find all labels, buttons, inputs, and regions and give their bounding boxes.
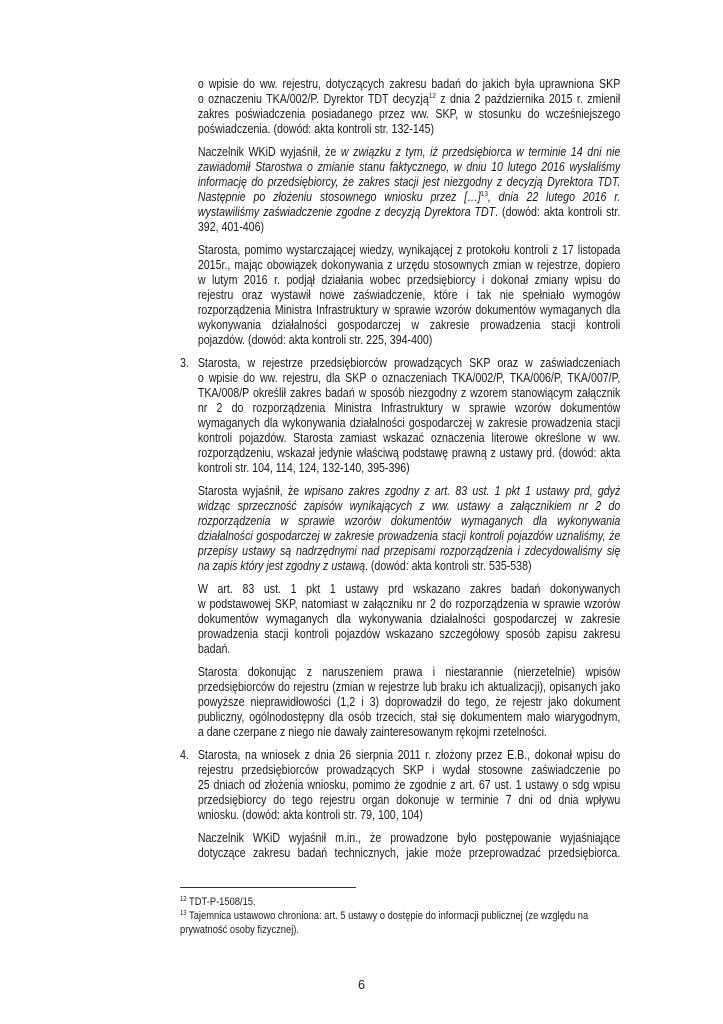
text-line (198, 612, 620, 627)
text: rejestru oraz wystawił nowe zaświadczenie, które i tak nie spełniało wymogów (197, 288, 621, 302)
footnote (180, 923, 631, 937)
text-line (198, 582, 620, 597)
text: z dnia 2 października 2015 r. zmienił (435, 92, 621, 106)
quoted-text: działalności gospodarczej w zakresie prowadzenia stacji kontroli pojazdów uznaliśmy, że (197, 529, 621, 543)
footnote-text: Tajemnica ustawowo chroniona: art. 5 ustawy o dostępie do informacji publicznej (ze względu na (189, 910, 589, 922)
text-line (198, 529, 620, 544)
text-line (198, 808, 620, 823)
text: dokumentów wymaganych dla wykonywania działalności gospodarczej w zakresie (197, 612, 621, 626)
quoted-text: wystawiliśmy zaświadczenie zgodne z decyzją Dyrektora TDT (197, 205, 496, 219)
text-line (198, 627, 620, 642)
page-number: 6 (358, 978, 365, 992)
list-number: 4. (180, 748, 189, 762)
text-line (198, 303, 620, 318)
text-line (198, 484, 620, 499)
paragraph (180, 145, 620, 235)
text-line (198, 778, 620, 793)
text: rozporządzenia Ministra Infrastruktury w sprawie wzorów dokumentów wymaganych dla (197, 303, 621, 317)
paragraph (180, 831, 620, 861)
text-line (198, 145, 620, 160)
footnote-text: TDT-P-1508/15. (189, 896, 256, 908)
quoted-text: przepisy ustawy są nadrzędnymi nad przepisami rozporządzenia i zdecydowaliśmy się (197, 544, 621, 558)
footnote-number: 12 (180, 896, 187, 903)
text: powyższe nieprawidłowości (1,2 i 3) doprowadził do tego, że rejestr jako dokument (197, 695, 621, 709)
text: dotyczące zakresu badań technicznych, jakie może przeprowadzać przedsiębiorca. (197, 846, 621, 860)
text: o wpisie do ww. rejestru, dla SKP o oznaczeniach TKA/002/P, TKA/006/P, TKA/007/P, (197, 371, 621, 385)
text-line (198, 205, 620, 220)
quoted-text: informację do przedsiębiorcy, że zakres stacji jest niezgodny z decyzją Dyrektora TDT. (197, 175, 621, 189)
text-line (198, 333, 620, 348)
text: przedsiębiorcy do tego rejestru organ dokonuje w terminie 7 dni od dnia wpływu (197, 793, 621, 807)
text-line (198, 318, 620, 333)
text: Starosta dokonując z naruszeniem prawa i niestarannie (nierzetelnie) wpisów (197, 665, 621, 679)
text: Naczelnik WKiD wyjaśnił m.in., że prowadzone było postępowanie wyjaśniające (197, 831, 621, 845)
text: o oznaczeniu TKA/002/P. Dyrektor TDT decyzją (197, 92, 429, 106)
footnote-reference: 12 (428, 91, 436, 100)
text: Starosta wyjaśnił, że (197, 484, 305, 498)
text: przedsiębiorców do rejestru (zmian w rejestrze lub braku ich aktualizacji), opisanych jako (197, 680, 621, 694)
text-line (198, 77, 620, 92)
text-line (198, 793, 620, 808)
text-line (198, 288, 620, 303)
text: 392, 401-406) (197, 220, 265, 234)
footnote (180, 895, 631, 909)
text-line (198, 243, 620, 258)
text: a dane czerpane z niego nie dawały zainteresowanym rękojmi rzetelności. (197, 725, 547, 739)
quoted-text: rozporządzenia w sprawie wzorów dokumentów wymaganych dla wykonywania (197, 514, 621, 528)
text: w lutym 2016 r. podjął działania wobec przedsiębiorcy i dokonał zmiany wpisu do (197, 273, 621, 287)
text: wykonywania działalności gospodarczej w zakresie prowadzenia stacji kontroli (197, 318, 621, 332)
footnote-separator (180, 887, 356, 888)
text-line (198, 386, 620, 401)
text: poświadczenia. (dowód: akta kontroli str. 132-145) (197, 122, 435, 136)
text: badań. (197, 642, 231, 656)
text: pojazdów. (dowód: akta kontroli str. 225, 394-400) (197, 333, 433, 347)
text-line (198, 665, 620, 680)
text: o wpisie do ww. rejestru, dotyczących zakresu badań do jakich była uprawniona SKP (197, 77, 621, 91)
footnote-number: 13 (180, 910, 187, 917)
text: 25 dniach od złożenia wniosku, pomimo że zgodnie z art. 67 ust. 1 ustawy o sdg wpisu (197, 778, 621, 792)
text-line (198, 725, 620, 740)
text-line (198, 107, 620, 122)
paragraph (180, 243, 620, 348)
text-line (198, 258, 620, 273)
text-line (198, 446, 620, 461)
text-line (198, 831, 620, 846)
text: Naczelnik WKiD wyjaśnił, że (197, 145, 341, 159)
text-line (198, 710, 620, 725)
paragraph (180, 665, 620, 740)
list-number: 3. (180, 356, 189, 370)
text-line (198, 514, 620, 529)
text-line (198, 92, 620, 107)
text: Starosta, na wniosek z dnia 26 sierpnia 2011 r. złożony przez E.B., dokonał wpisu do (197, 748, 621, 762)
text: TKA/008/P określił zakres badań w sposób niezgodny z wzorem stanowiącym załącznik (197, 386, 621, 400)
text: W art. 83 ust. 1 pkt 1 ustawy prd wskazano zakres badań dokonywanych (197, 582, 621, 596)
text-line (198, 122, 620, 137)
text-line (198, 416, 620, 431)
text-line (198, 190, 620, 205)
quoted-text: Następnie po złożeniu stosownego wniosku przez […] (197, 190, 481, 204)
paragraph (180, 582, 620, 657)
text: kontroli str. 104, 114, 124, 132-140, 395-396) (197, 461, 410, 475)
text-line (198, 273, 620, 288)
text: Starosta, pomimo wystarczającej wiedzy, wynikającej z protokołu kontroli z 17 listopada (197, 243, 621, 257)
quoted-text: na zapis który jest zgodny z ustawą (197, 559, 365, 573)
text-line (198, 499, 620, 514)
text: w podstawowej SKP, natomiast w załączniku nr 2 do rozporządzenia w sprawie wzorów (197, 597, 621, 611)
quoted-text: , dnia 22 lutego 2016 r. (487, 190, 621, 204)
text: rozporządzeniu, wskazał jedynie właściwą podstawę prawną z ustawy prd. (dowód: akta (197, 446, 621, 460)
text-line (198, 763, 620, 778)
text: . (dowód: akta kontroli str. 535-538) (364, 559, 532, 573)
quoted-text: wpisano zakres zgodny z art. 83 ust. 1 pkt 1 ustawy prd, gdyż (304, 484, 621, 498)
text-line (198, 544, 620, 559)
text: . (dowód: akta kontroli str. (495, 205, 621, 219)
text-line (198, 642, 620, 657)
paragraph (180, 77, 620, 137)
text: publiczny, ogólnodostępny dla osób trzecich, stał się dokumentem mało wiarygodnym, (197, 710, 621, 724)
text-line (198, 401, 620, 416)
text: wniosku. (dowód: akta kontroli str. 79, 100, 104) (197, 808, 423, 822)
text-line (198, 846, 620, 861)
text-line (198, 559, 620, 574)
quoted-text: w związku z tym, iż przedsiębiorca w terminie 14 dni nie (340, 145, 621, 159)
text: Starosta, w rejestrze przedsiębiorców prowadzących SKP oraz w zaświadczeniach (197, 356, 621, 370)
text: zakres poświadczenia posiadanego przez ww. SKP, w stosunku do wcześniejszego (197, 107, 621, 121)
text-line (198, 220, 620, 235)
footnote-reference: 13 (480, 189, 488, 198)
text-line (198, 695, 620, 710)
text: 2015r., mając obowiązek dokonywania z urzędu stosownych zmian w rejestrze, dopiero (197, 258, 621, 272)
text-line (198, 748, 620, 763)
numbered-paragraph (180, 748, 620, 823)
text-line (198, 371, 620, 386)
text-line (198, 597, 620, 612)
numbered-paragraph (180, 356, 620, 476)
text: rejestru przedsiębiorców prowadzących SKP i wydał stosowne zaświadczenie po (197, 763, 621, 777)
paragraph (180, 484, 620, 574)
text-line (198, 431, 620, 446)
text-line (198, 160, 620, 175)
footnote (180, 909, 631, 923)
footnote-text: prywatność osoby fizycznej). (180, 924, 299, 936)
text-line (198, 356, 620, 371)
quoted-text: zawiadomił Starostwa o zmianie stanu faktycznego, w dniu 10 lutego 2016 wysłaliśmy (197, 160, 621, 174)
quoted-text: widząc sprzeczność zapisów wynikających z ww. ustawy a załącznikiem nr 2 do (197, 499, 621, 513)
text: nr 2 do rozporządzenia Ministra Infrastruktury w sprawie wzorów dokumentów (197, 401, 621, 415)
text: kontroli pojazdów. Starosta zamiast wskazać oznaczenia literowe określone w ww. (197, 431, 621, 445)
text-line (198, 461, 620, 476)
document-body (180, 77, 620, 869)
text: prowadzenia stacji kontroli pojazdów wskazano szczegółowy sposób zapisu zakresu (197, 627, 621, 641)
text-line (198, 175, 620, 190)
text: wymaganych dla wykonywania działalności gospodarczej w zakresie prowadzenia stacji (197, 416, 621, 430)
footnotes (180, 895, 631, 937)
text-line (198, 680, 620, 695)
